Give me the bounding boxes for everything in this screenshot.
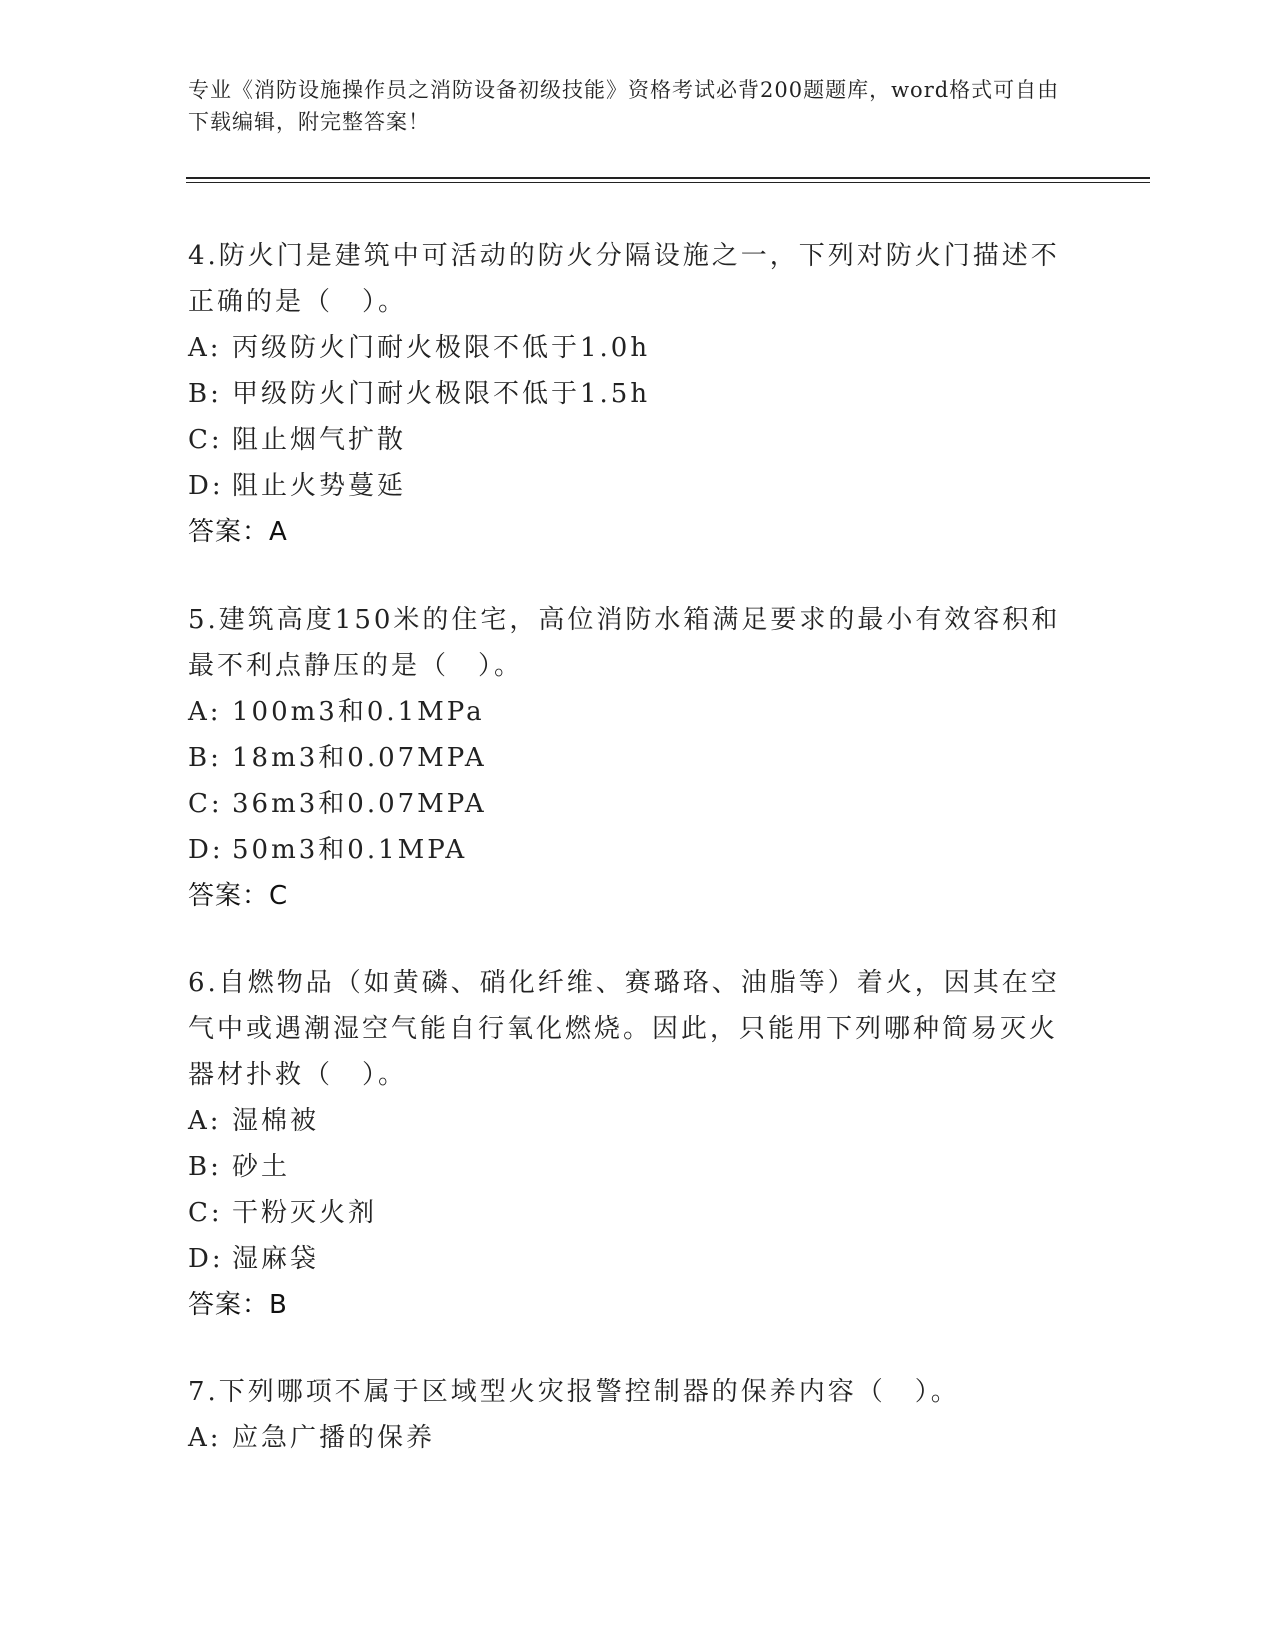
option-text: 湿麻袋 xyxy=(232,1244,320,1274)
option-d xyxy=(188,1236,1068,1282)
question-stem: 4.防火门是建筑中可活动的防火分隔设施之一，下列对防火门描述不正确的是（ ）。 xyxy=(188,241,1060,317)
option-text: 干粉灭火剂 xyxy=(232,1198,378,1228)
option-a xyxy=(188,1098,1068,1144)
answer: 答案：A xyxy=(188,517,288,547)
option-a xyxy=(188,1415,1068,1461)
option-d xyxy=(188,463,1068,509)
option-key: D: xyxy=(188,835,224,865)
option-key: C: xyxy=(188,425,223,455)
option-key: C: xyxy=(188,1198,223,1228)
option-text: 36m3和0.07MPA xyxy=(232,789,487,819)
option-c xyxy=(188,781,1068,827)
option-key: C: xyxy=(188,789,223,819)
option-text: 50m3和0.1MPA xyxy=(232,835,468,865)
option-key: B: xyxy=(188,379,222,409)
header-divider-thin xyxy=(186,182,1150,183)
question-6 xyxy=(188,960,1068,1328)
question-stem: 6.自燃物品（如黄磷、硝化纤维、赛璐珞、油脂等）着火，因其在空气中或遇潮湿空气能自行氧化燃烧。因此，只能用下列哪种简易灭火器材扑救（ ）。 xyxy=(188,968,1060,1090)
option-key: D: xyxy=(188,471,224,501)
option-key: A: xyxy=(188,1106,222,1136)
option-text: 湿棉被 xyxy=(232,1106,320,1136)
option-text: 阻止火势蔓延 xyxy=(232,471,407,501)
answer: 答案：C xyxy=(188,881,289,911)
question-stem: 5.建筑高度150米的住宅，高位消防水箱满足要求的最小有效容积和最不利点静压的是（ ）。 xyxy=(188,605,1061,681)
option-d xyxy=(188,827,1068,873)
option-key: A: xyxy=(188,1423,222,1453)
option-b xyxy=(188,371,1068,417)
option-text: 18m3和0.07MPA xyxy=(232,743,487,773)
option-key: A: xyxy=(188,333,222,363)
option-c xyxy=(188,417,1068,463)
option-c xyxy=(188,1190,1068,1236)
option-a xyxy=(188,689,1068,735)
option-key: B: xyxy=(188,1152,222,1182)
option-key: D: xyxy=(188,1244,224,1274)
option-b xyxy=(188,1144,1068,1190)
option-key: B: xyxy=(188,743,222,773)
option-key: A: xyxy=(188,697,222,727)
option-text: 砂土 xyxy=(232,1152,291,1182)
header-divider xyxy=(186,177,1150,179)
option-text: 甲级防火门耐火极限不低于1.5h xyxy=(232,379,651,409)
option-text: 阻止烟气扩散 xyxy=(232,425,407,455)
answer: 答案：B xyxy=(188,1290,288,1320)
option-text: 应急广播的保养 xyxy=(232,1423,436,1453)
header-note: 专业《消防设施操作员之消防设备初级技能》资格考试必背200题题库，word格式可自由下载编辑，附完整答案！ xyxy=(188,78,1060,134)
option-b xyxy=(188,735,1068,781)
question-7 xyxy=(188,1369,1068,1461)
question-stem: 7.下列哪项不属于区域型火灾报警控制器的保养内容（ ）。 xyxy=(188,1377,960,1407)
question-4 xyxy=(188,233,1068,555)
option-a xyxy=(188,325,1068,371)
question-5 xyxy=(188,597,1068,919)
option-text: 100m3和0.1MPa xyxy=(232,697,485,727)
option-text: 丙级防火门耐火极限不低于1.0h xyxy=(232,333,651,363)
